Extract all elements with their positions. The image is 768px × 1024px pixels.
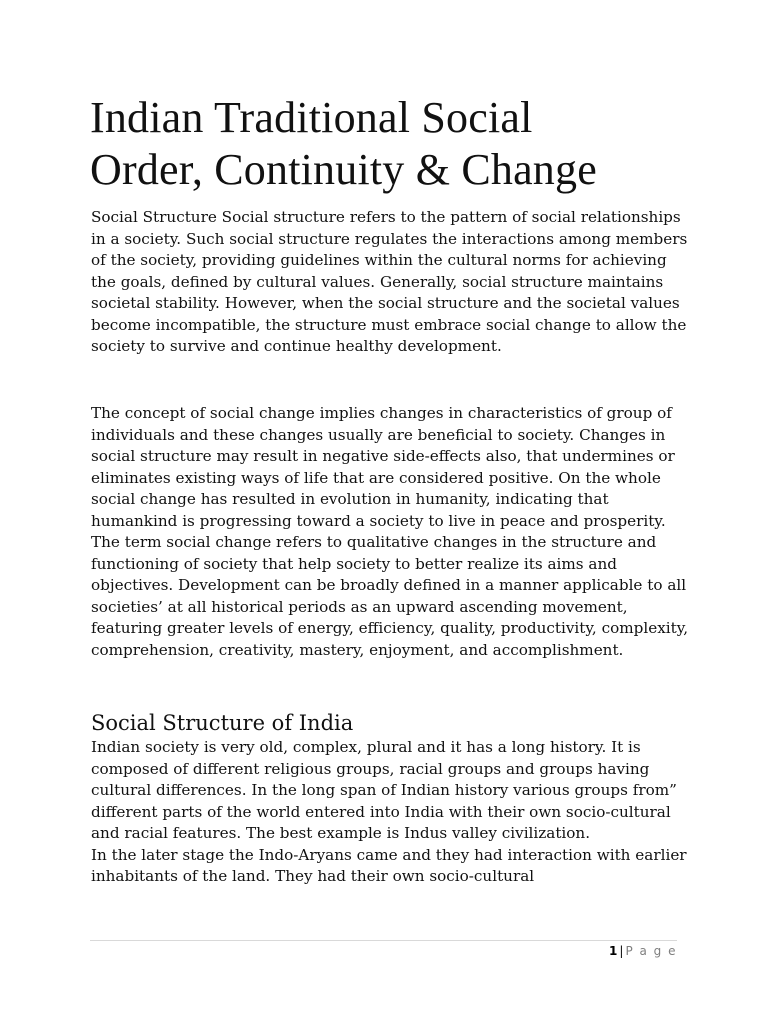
page-footer bbox=[609, 943, 677, 959]
paragraph-social-change: The concept of social change implies changes in characteristics of group of individuals and these changes usually are beneficial to society. Changes in social structure may result in negative side-effects also, that undermines or eliminates existing ways of life that are considered positive. On the whole social change has resulted in evolution in humanity, indicating that humankind is progressing toward a society to live in peace and prosperity. The term social change refers to qualitative changes in the structure and functioning of society that help society to better realize its aims and objectives. Development can be broadly defined in a manner applicable to all societies’ at all historical periods as an upward ascending movement, featuring greater levels of energy, efficiency, quality, productivity, complexity, comprehension, creativity, mastery, enjoyment, and accomplishment. bbox=[91, 404, 689, 659]
title-line-1: Indian Traditional Social bbox=[90, 93, 533, 142]
paragraph-social-structure: Social Structure Social structure refers to the pattern of social relationships in a society. Such social structure regulates the interactions among members of the society, providing guidelines within the cultural norms for achieving the goals, defined by cultural values. Generally, social structure maintains societal stability. However, when the social structure and the societal values become incompatible, the structure must embrace social change to allow the society to survive and continue healthy development. bbox=[91, 208, 688, 355]
page-number: 1 bbox=[609, 944, 618, 958]
page-label: P a g e bbox=[625, 944, 677, 958]
section-heading: Social Structure of India bbox=[91, 711, 354, 735]
section-body bbox=[91, 737, 691, 888]
paragraph-indo-aryans: In the later stage the Indo-Aryans came and they had interaction with earlier inhabitants of the land. They had their own socio-cultural bbox=[91, 845, 687, 885]
paragraph-indian-society: Indian society is very old, complex, plural and it has a long history. It is composed of different religious groups, racial groups and groups having cultural differences. In the long span of Indian history various groups from” different parts of the world entered into India with their own socio-cultural and racial features. The best example is Indus valley civilization. bbox=[91, 738, 677, 842]
page-separator: | bbox=[619, 944, 624, 958]
footer-divider bbox=[90, 940, 677, 941]
title-line-2: Order, Continuity & Change bbox=[90, 145, 597, 194]
page-title bbox=[90, 92, 690, 196]
